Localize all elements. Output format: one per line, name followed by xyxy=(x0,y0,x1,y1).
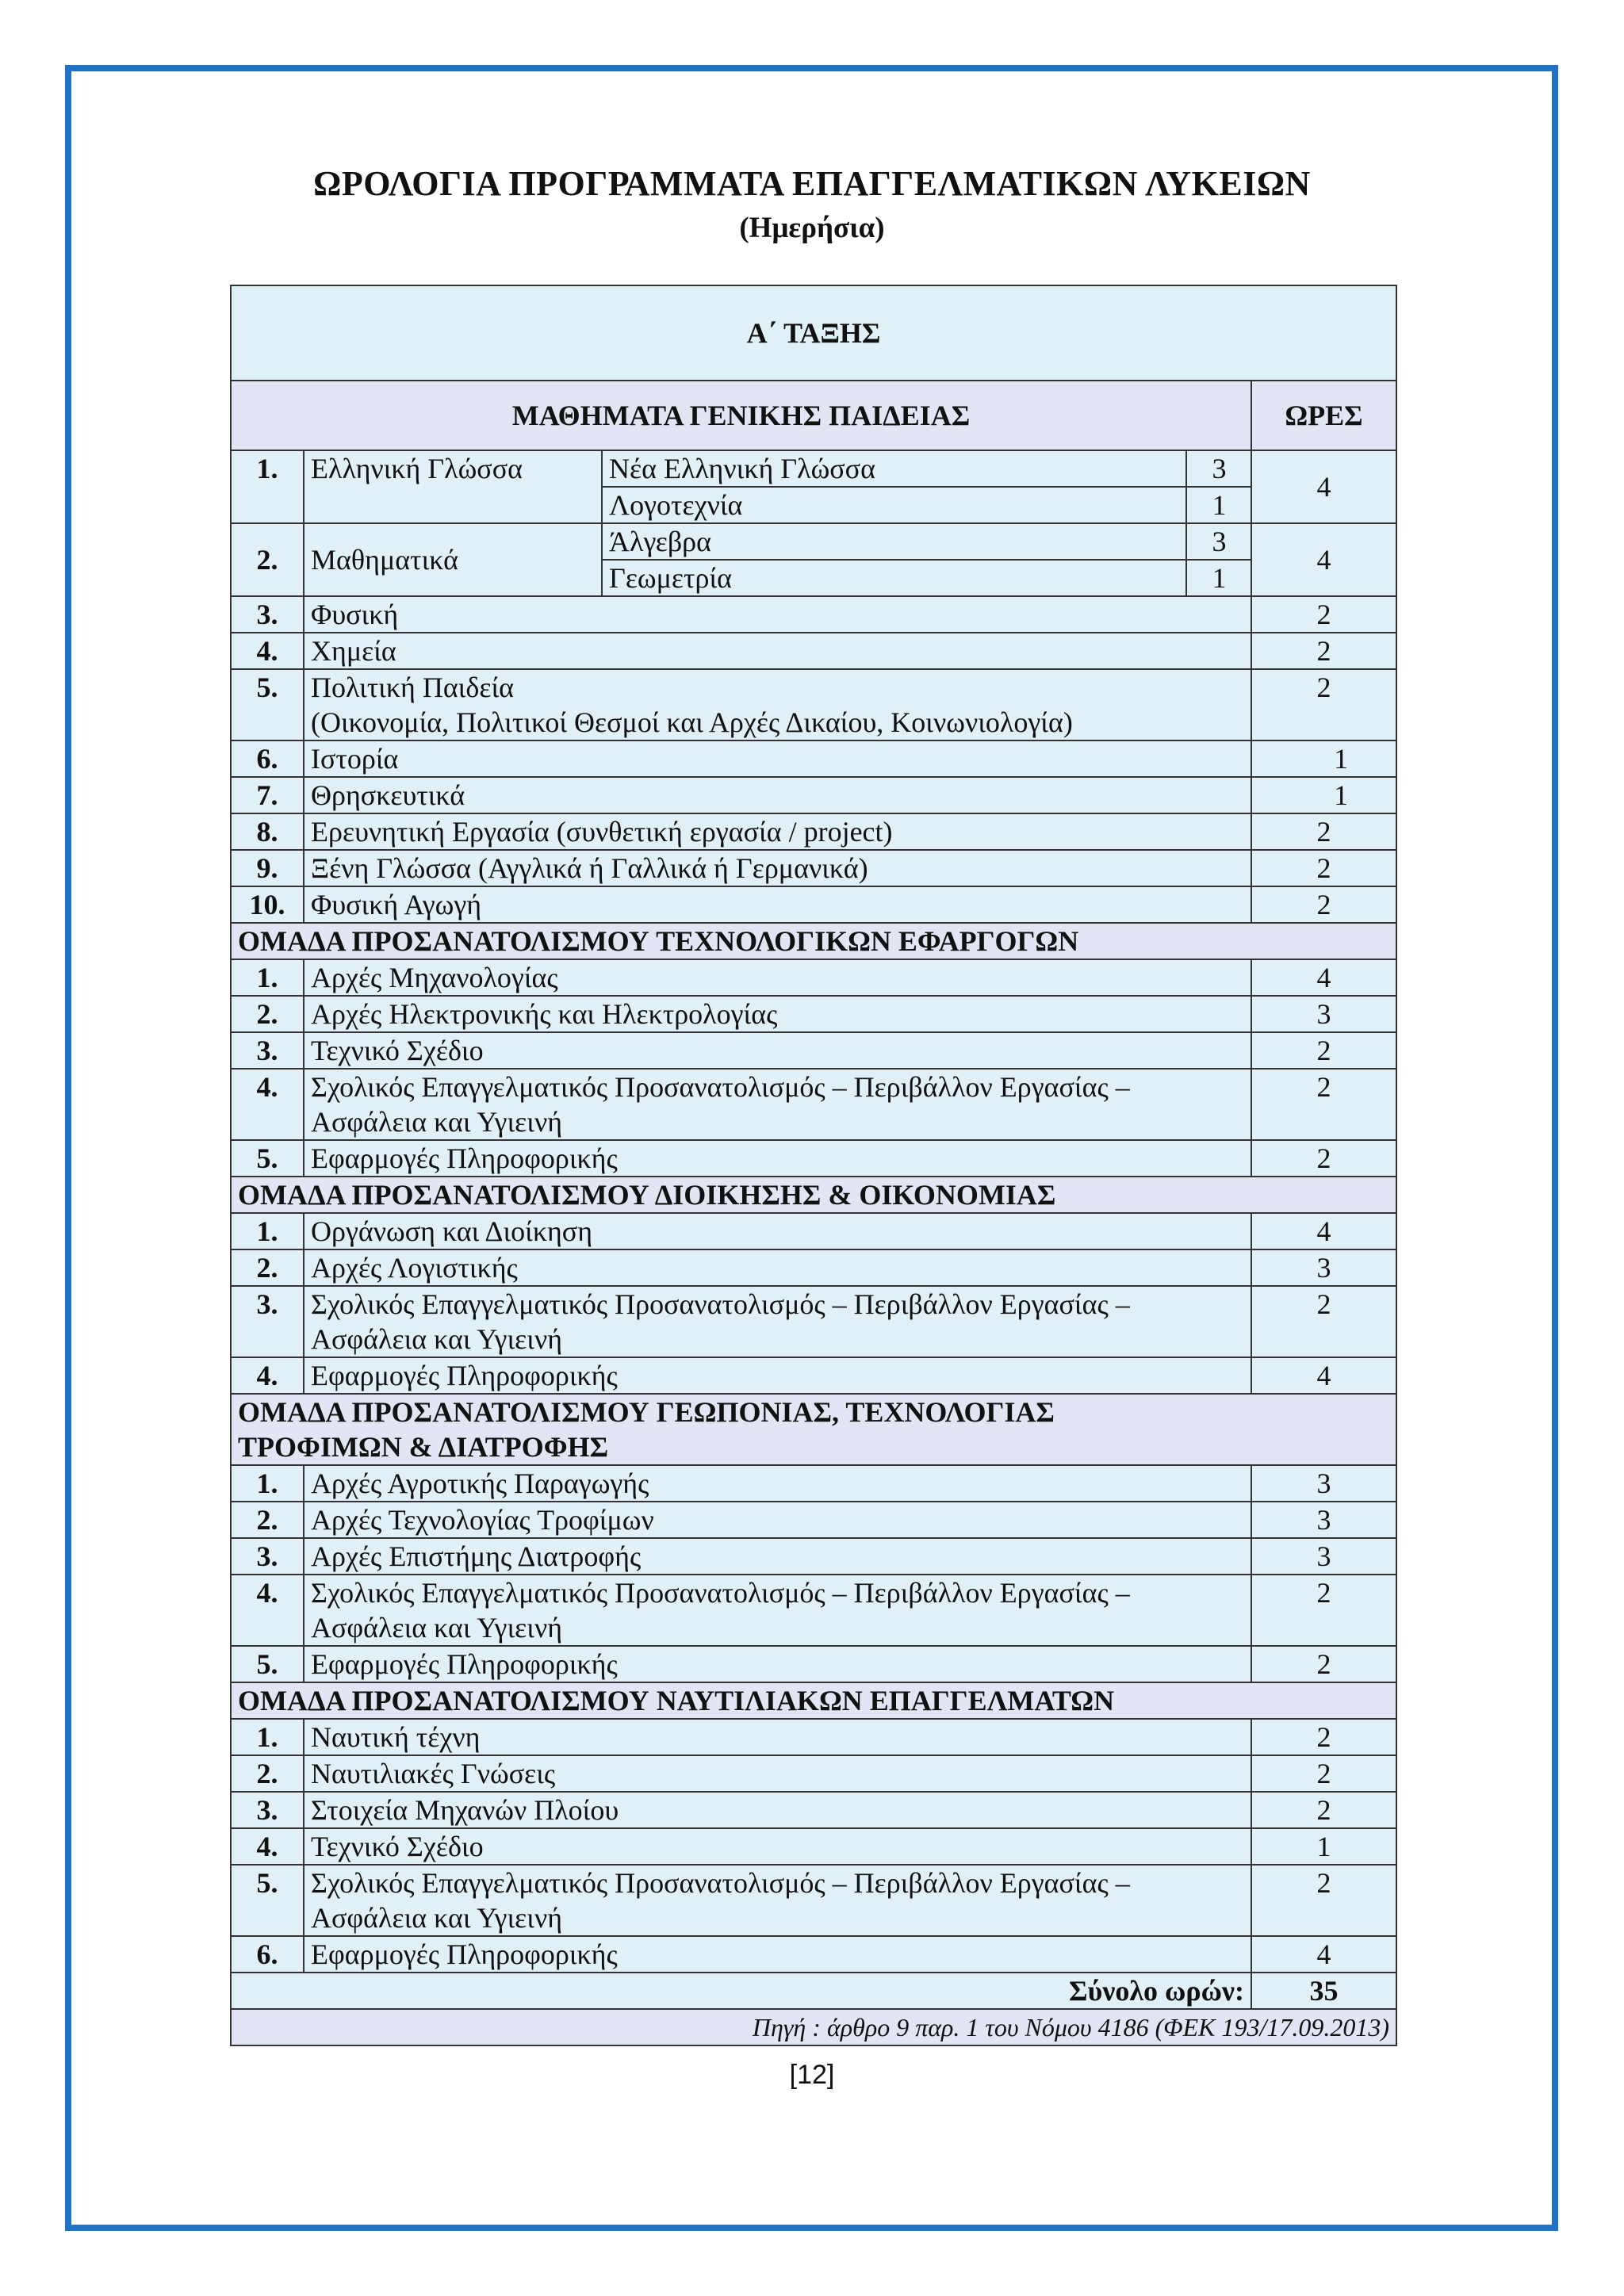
subject-total-hours: 4 xyxy=(1251,450,1396,523)
subject-hours: 2 xyxy=(1251,850,1396,886)
subject-hours: 2 xyxy=(1251,669,1396,740)
sub-subject-hours: 1 xyxy=(1186,487,1251,522)
row-number: 5. xyxy=(231,1140,304,1177)
subject-name: Στοιχεία Μηχανών Πλοίου xyxy=(304,1792,1251,1828)
row-number: 1. xyxy=(231,1719,304,1755)
table-row xyxy=(231,1213,1396,1249)
subject-name: Εφαρμογές Πληροφορικής xyxy=(304,1646,1251,1682)
subject-name: Τεχνικό Σχέδιο xyxy=(304,1032,1251,1069)
table-row xyxy=(231,1357,1396,1394)
table-row xyxy=(231,850,1396,886)
row-number: 2. xyxy=(231,1502,304,1538)
row-number: 7. xyxy=(231,777,304,813)
subject-hours: 2 xyxy=(1251,1719,1396,1755)
orientation-group-header xyxy=(231,1682,1396,1719)
subject-detail: (Οικονομία, Πολιτικοί Θεσμοί και Αρχές Δικαίου, Κοινωνιολογία) xyxy=(311,706,1073,738)
total-row xyxy=(231,1973,1396,2009)
general-education-header: ΜΑΘΗΜΑΤΑ ΓΕΝΙΚΗΣ ΠΑΙΔΕΙΑΣ xyxy=(231,381,1251,450)
table-row xyxy=(231,1936,1396,1973)
subject-name: Εφαρμογές Πληροφορικής xyxy=(304,1936,1251,1973)
subject-name: Τεχνικό Σχέδιο xyxy=(304,1828,1251,1865)
table-row xyxy=(231,1646,1396,1682)
row-number: 3. xyxy=(231,1792,304,1828)
row-number: 1. xyxy=(231,1465,304,1502)
subject-name: Ελληνική Γλώσσα xyxy=(304,450,602,523)
orientation-group-header xyxy=(231,1177,1396,1213)
subject-name: Σχολικός Επαγγελματικός Προσανατολισμός – Περιβάλλον Εργασίας – xyxy=(311,1577,1130,1609)
page-number: [12] xyxy=(789,2060,835,2090)
orientation-group-header xyxy=(231,923,1396,959)
row-number: 3. xyxy=(231,596,304,633)
row-number: 2. xyxy=(231,1755,304,1792)
sub-subject: Νέα Ελληνική Γλώσσα xyxy=(603,451,1186,487)
table-row xyxy=(231,1069,1396,1140)
subject-name: Φυσική Αγωγή xyxy=(304,886,1251,923)
subject-detail: Ασφάλεια και Υγιεινή xyxy=(311,1612,563,1644)
group-title: ΟΜΑΔΑ ΠΡΟΣΑΝΑΤΟΛΙΣΜΟΥ ΤΕΧΝΟΛΟΓΙΚΩΝ ΕΦΑΡΓΟΓΩΝ xyxy=(238,925,1079,957)
sub-subject: Άλγεβρα xyxy=(603,524,1186,560)
subject-name: Χημεία xyxy=(304,633,1251,669)
subject-hours: 2 xyxy=(1251,1286,1396,1357)
row-number: 3. xyxy=(231,1538,304,1575)
subject-name: Οργάνωση και Διοίκηση xyxy=(304,1213,1251,1249)
sub-subjects xyxy=(603,451,1251,522)
sub-subject-hours: 1 xyxy=(1186,560,1251,595)
subject-hours: 2 xyxy=(1251,1755,1396,1792)
row-number: 1. xyxy=(231,959,304,996)
subject-hours: 2 xyxy=(1251,1865,1396,1936)
subject-hours: 2 xyxy=(1251,596,1396,633)
subject-hours: 3 xyxy=(1251,996,1396,1032)
subject-name: Αρχές Ηλεκτρονικής και Ηλεκτρολογίας xyxy=(304,996,1251,1032)
subject-detail: Ασφάλεια και Υγιεινή xyxy=(311,1902,563,1934)
subject-hours: 2 xyxy=(1251,1069,1396,1140)
row-number: 5. xyxy=(231,1646,304,1682)
subject-hours: 1 xyxy=(1251,1828,1396,1865)
table-row xyxy=(231,669,1396,740)
subject-name: Σχολικός Επαγγελματικός Προσανατολισμός – Περιβάλλον Εργασίας – xyxy=(311,1288,1130,1320)
table-row xyxy=(231,1502,1396,1538)
row-number: 4. xyxy=(231,1357,304,1394)
table-row xyxy=(231,596,1396,633)
table-row xyxy=(231,1538,1396,1575)
subject-hours: 2 xyxy=(1251,886,1396,923)
table-row xyxy=(231,886,1396,923)
row-number: 4. xyxy=(231,1069,304,1140)
subject-hours: 2 xyxy=(1251,813,1396,850)
subject-name: Ναυτική τέχνη xyxy=(304,1719,1251,1755)
row-number: 4. xyxy=(231,1575,304,1646)
table-row xyxy=(231,1575,1396,1646)
row-number: 3. xyxy=(231,1032,304,1069)
subject-hours: 3 xyxy=(1251,1538,1396,1575)
row-number: 10. xyxy=(231,886,304,923)
table-row xyxy=(231,633,1396,669)
table-row xyxy=(231,813,1396,850)
table-row xyxy=(231,1719,1396,1755)
subject-detail: Ασφάλεια και Υγιεινή xyxy=(311,1323,563,1355)
subject-hours: 1 xyxy=(1251,777,1396,813)
row-number: 2. xyxy=(231,1249,304,1286)
sub-subject: Γεωμετρία xyxy=(609,562,733,594)
document-subtitle: (Ημερήσια) xyxy=(739,212,885,244)
row-number: 2. xyxy=(231,996,304,1032)
table-row xyxy=(231,1865,1396,1936)
subject-hours: 4 xyxy=(1251,959,1396,996)
total-hours-value: 35 xyxy=(1251,1973,1396,2009)
subject-name: Ξένη Γλώσσα (Αγγλικά ή Γαλλικά ή Γερμανικά) xyxy=(304,850,1251,886)
source-row xyxy=(231,2009,1396,2045)
document-title: ΩΡΟΛΟΓΙΑ ΠΡΟΓΡΑΜΜΑΤΑ ΕΠΑΓΓΕΛΜΑΤΙΚΩΝ ΛΥΚΕΙΩΝ xyxy=(313,164,1311,203)
subject-hours: 2 xyxy=(1251,633,1396,669)
subject-name: Θρησκευτικά xyxy=(304,777,1251,813)
table-row xyxy=(231,777,1396,813)
source-note: Πηγή : άρθρο 9 παρ. 1 του Νόμου 4186 (ΦΕΚ 193/17.09.2013) xyxy=(231,2009,1396,2045)
group-title-continued: ΤΡΟΦΙΜΩΝ & ΔΙΑΤΡΟΦΗΣ xyxy=(238,1431,609,1463)
table-row xyxy=(231,740,1396,777)
sub-subject: Λογοτεχνία xyxy=(609,489,743,521)
table-row xyxy=(231,450,1396,523)
subject-hours: 3 xyxy=(1251,1249,1396,1286)
row-number: 3. xyxy=(231,1286,304,1357)
row-number: 9. xyxy=(231,850,304,886)
class-header: Α΄ ΤΑΞΗΣ xyxy=(231,285,1396,381)
subject-name: Αρχές Μηχανολογίας xyxy=(304,959,1251,996)
table-row xyxy=(231,1249,1396,1286)
subject-hours: 4 xyxy=(1251,1213,1396,1249)
subject-hours: 2 xyxy=(1251,1575,1396,1646)
row-number: 5. xyxy=(231,669,304,740)
subject-hours: 4 xyxy=(1251,1357,1396,1394)
row-number: 2. xyxy=(231,523,304,596)
group-title: ΟΜΑΔΑ ΠΡΟΣΑΝΑΤΟΛΙΣΜΟΥ ΔΙΟΙΚΗΣΗΣ & ΟΙΚΟΝΟΜΙΑΣ xyxy=(238,1179,1056,1211)
subject-hours: 2 xyxy=(1251,1140,1396,1177)
subject-total-hours: 4 xyxy=(1251,523,1396,596)
group-title: ΟΜΑΔΑ ΠΡΟΣΑΝΑΤΟΛΙΣΜΟΥ ΓΕΩΠΟΝΙΑΣ, ΤΕΧΝΟΛΟΓΙΑΣ xyxy=(238,1396,1055,1428)
subject-name: Αρχές Λογιστικής xyxy=(304,1249,1251,1286)
subject-name: Σχολικός Επαγγελματικός Προσανατολισμός – Περιβάλλον Εργασίας – xyxy=(311,1071,1130,1103)
table-row xyxy=(231,1032,1396,1069)
table-row xyxy=(231,996,1396,1032)
group-title: ΟΜΑΔΑ ΠΡΟΣΑΝΑΤΟΛΙΣΜΟΥ ΝΑΥΤΙΛΙΑΚΩΝ ΕΠΑΓΓΕΛΜΑΤΩΝ xyxy=(238,1685,1115,1716)
table-row xyxy=(231,1465,1396,1502)
orientation-group-header xyxy=(231,1394,1396,1465)
subject-hours: 4 xyxy=(1251,1936,1396,1973)
row-number: 6. xyxy=(231,1936,304,1973)
table-row xyxy=(231,959,1396,996)
subject-name: Πολιτική Παιδεία xyxy=(311,672,514,703)
timetable xyxy=(230,285,1397,2046)
sub-subject-hours: 3 xyxy=(1186,524,1251,560)
row-number: 5. xyxy=(231,1865,304,1936)
subject-name: Εφαρμογές Πληροφορικής xyxy=(304,1357,1251,1394)
sub-subjects xyxy=(603,524,1251,595)
table-row xyxy=(231,1792,1396,1828)
table-row xyxy=(231,523,1396,596)
subject-hours: 3 xyxy=(1251,1502,1396,1538)
subject-hours: 2 xyxy=(1251,1032,1396,1069)
total-hours-label: Σύνολο ωρών: xyxy=(231,1973,1251,2009)
subject-detail: Ασφάλεια και Υγιεινή xyxy=(311,1106,563,1138)
subject-name: Ιστορία xyxy=(304,740,1251,777)
subject-name: Σχολικός Επαγγελματικός Προσανατολισμός – Περιβάλλον Εργασίας – xyxy=(311,1867,1130,1899)
subject-hours: 2 xyxy=(1251,1792,1396,1828)
row-number: 1. xyxy=(231,450,304,523)
table-row xyxy=(231,1755,1396,1792)
subject-name: Εφαρμογές Πληροφορικής xyxy=(304,1140,1251,1177)
subject-name: Αρχές Επιστήμης Διατροφής xyxy=(304,1538,1251,1575)
table-row xyxy=(231,1286,1396,1357)
subject-name: Ερευνητική Εργασία (συνθετική εργασία / project) xyxy=(304,813,1251,850)
row-number: 6. xyxy=(231,740,304,777)
row-number: 8. xyxy=(231,813,304,850)
table-row xyxy=(231,1140,1396,1177)
subject-hours: 2 xyxy=(1251,1646,1396,1682)
subject-name: Αρχές Αγροτικής Παραγωγής xyxy=(304,1465,1251,1502)
subject-name: Αρχές Τεχνολογίας Τροφίμων xyxy=(304,1502,1251,1538)
subject-name: Φυσική xyxy=(304,596,1251,633)
sub-subject-hours: 3 xyxy=(1186,451,1251,487)
table-row xyxy=(231,1828,1396,1865)
hours-header: ΩΡΕΣ xyxy=(1251,381,1396,450)
row-number: 4. xyxy=(231,1828,304,1865)
row-number: 1. xyxy=(231,1213,304,1249)
subject-hours: 1 xyxy=(1251,740,1396,777)
subject-hours: 3 xyxy=(1251,1465,1396,1502)
subject-name: Ναυτιλιακές Γνώσεις xyxy=(304,1755,1251,1792)
row-number: 4. xyxy=(231,633,304,669)
subject-name: Μαθηματικά xyxy=(304,523,602,596)
